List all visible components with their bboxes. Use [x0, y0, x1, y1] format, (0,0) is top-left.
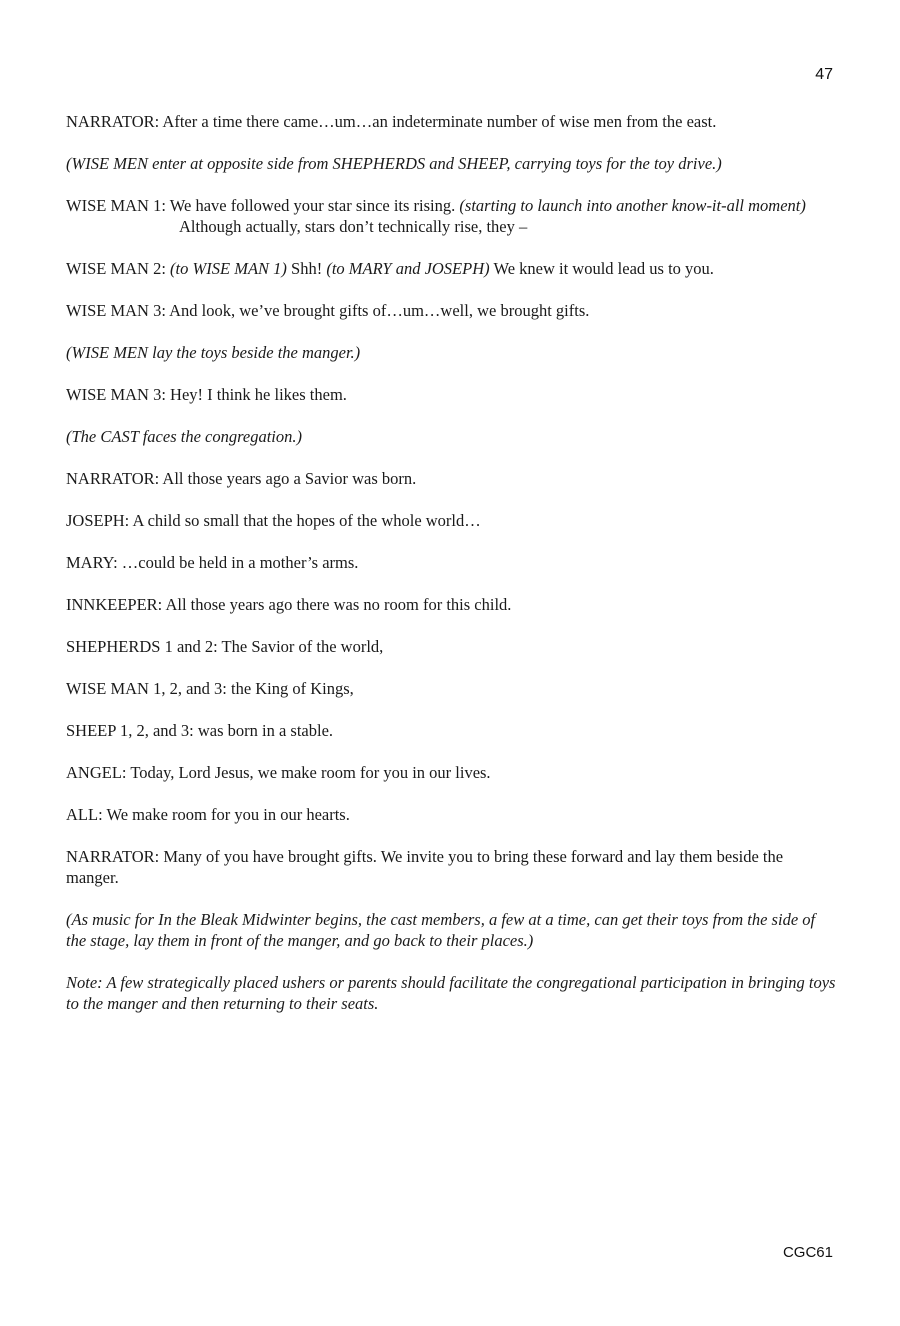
stage-direction: (The CAST faces the congregation.)	[66, 427, 303, 446]
dialogue-line: SHEPHERDS 1 and 2: The Savior of the world,	[66, 637, 384, 656]
dialogue-line: NARRATOR: After a time there came…um…an indeterminate number of wise men from the east.	[66, 112, 717, 131]
inline-stage-direction: (to MARY and JOSEPH)	[326, 259, 490, 278]
dialogue-line: WISE MAN 1, 2, and 3: the King of Kings,	[66, 679, 354, 698]
dialogue-line: MARY: …could be held in a mother’s arms.	[66, 553, 359, 572]
dialogue-line: INNKEEPER: All those years ago there was no room for this child.	[66, 595, 512, 614]
dialogue-line: NARRATOR: Many of you have brought gifts. We invite you to bring these forward and lay them beside the manger.	[66, 847, 784, 887]
dialogue-text: We have followed your star since its rising.	[169, 196, 460, 215]
dialogue-line: ANGEL: Today, Lord Jesus, we make room for you in our lives.	[66, 763, 491, 782]
footer-code: CGC61	[782, 1244, 833, 1261]
production-note: Note: A few strategically placed ushers or parents should facilitate the congregational participation in bringing toys to the manger and then returning to their seats.	[66, 973, 836, 1013]
speaker: WISE MAN 1:	[66, 196, 170, 215]
dialogue-line: SHEEP 1, 2, and 3: was born in a stable.	[66, 721, 334, 740]
script-body	[66, 111, 836, 1035]
dialogue-line: ALL: We make room for you in our hearts.	[66, 805, 350, 824]
dialogue-line: WISE MAN 3: Hey! I think he likes them.	[66, 385, 347, 404]
dialogue-line	[66, 195, 836, 237]
inline-stage-direction: (to WISE MAN 1)	[170, 259, 287, 278]
dialogue-text: Shh!	[286, 259, 327, 278]
dialogue-line: WISE MAN 3: And look, we’ve brought gifts of…um…well, we brought gifts.	[66, 301, 590, 320]
inline-stage-direction: (starting to launch into another know-it-all moment)	[459, 196, 806, 215]
page-number: 47	[815, 66, 833, 83]
speaker: WISE MAN 2:	[66, 259, 171, 278]
dialogue-line	[66, 258, 836, 279]
dialogue-line: JOSEPH: A child so small that the hopes of the whole world…	[66, 511, 481, 530]
stage-direction: (WISE MEN lay the toys beside the manger.)	[66, 343, 361, 362]
stage-direction: (As music for In the Bleak Midwinter begins, the cast members, a few at a time, can get their toys from the side of the stage, lay them in front of the manger, and go back to their places.)	[66, 910, 816, 950]
dialogue-text: Although actually, stars don’t technically rise, they –	[179, 217, 528, 236]
dialogue-text: We knew it would lead us to you.	[489, 259, 714, 278]
dialogue-line: NARRATOR: All those years ago a Savior was born.	[66, 469, 417, 488]
stage-direction: (WISE MEN enter at opposite side from SHEPHERDS and SHEEP, carrying toys for the toy drive.)	[66, 154, 722, 173]
